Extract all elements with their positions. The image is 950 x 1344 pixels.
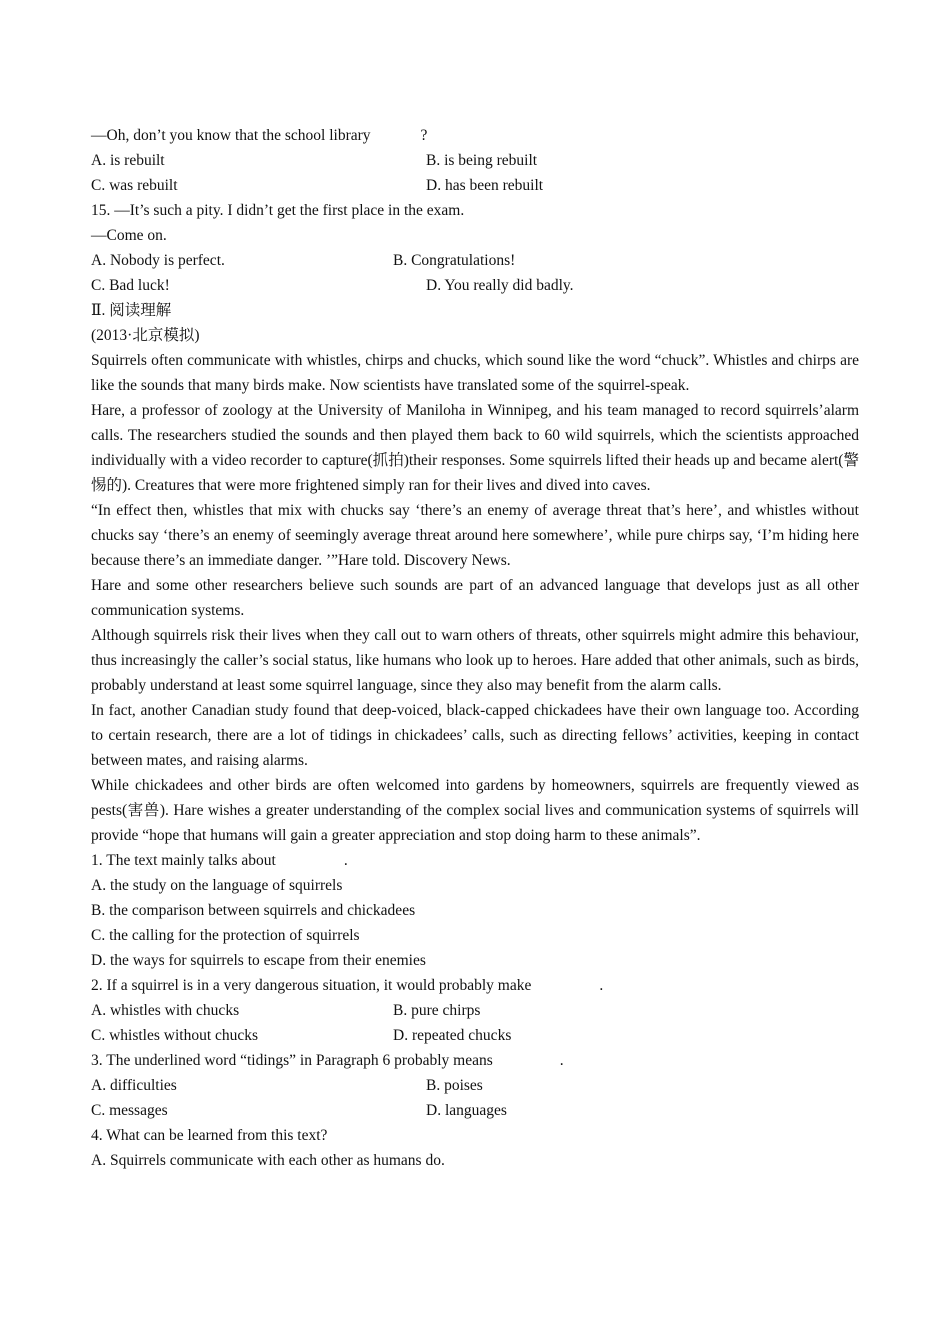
- q14-option-d: D. has been rebuilt: [426, 177, 544, 194]
- q15-option-b: B. Congratulations!: [393, 252, 516, 269]
- rq1-option-a: A. the study on the language of squirrels: [91, 877, 343, 894]
- q14-option-b: B. is being rebuilt: [426, 152, 538, 169]
- rq2-option-c: C. whistles without chucks: [91, 1027, 259, 1044]
- q15-option-d: D. You really did badly.: [426, 277, 574, 294]
- rq3-option-a: A. difficulties: [91, 1077, 177, 1094]
- q14-options-row-2: [91, 173, 859, 198]
- q15-reply: —Come on.: [91, 227, 167, 244]
- rq2-option-b: B. pure chirps: [393, 1002, 481, 1019]
- q14-option-a: A. is rebuilt: [91, 152, 165, 169]
- passage-paragraph-1: Squirrels often communicate with whistles, chirps and chucks, which sound like the word “chuck”. Whistles and chirps are like the sounds that many birds make. Now scientists have translated some of the squirrel-speak.: [91, 352, 859, 394]
- q15-stem: 15. —It’s such a pity. I didn’t get the first place in the exam.: [91, 202, 465, 219]
- passage-paragraph-7: While chickadees and other birds are often welcomed into gardens by homeowners, squirrels are frequently viewed as pests(害兽). Hare wishes a greater understanding of the complex social lives and communication systems of squirrels will provide “hope that humans will gain a greater appreciation and stop doing harm to these animals”.: [91, 777, 859, 844]
- rq1-option-c: C. the calling for the protection of squirrels: [91, 927, 360, 944]
- rq3-options-row-2: [91, 1098, 859, 1123]
- passage-paragraph-6: In fact, another Canadian study found that deep-voiced, black-capped chickadees have their own language too. According to certain research, there are a lot of tidings in chickadees’ calls, such as directing fellows’ activities, keeping in contact between mates, and raising alarms.: [91, 702, 859, 769]
- rq1-option-b: B. the comparison between squirrels and chickadees: [91, 902, 416, 919]
- q14-stem: —Oh, don’t you know that the school library ?: [91, 127, 428, 144]
- q14-option-c: C. was rebuilt: [91, 177, 178, 194]
- rq4-stem: 4. What can be learned from this text?: [91, 1127, 328, 1144]
- rq2-option-a: A. whistles with chucks: [91, 1002, 240, 1019]
- rq2-option-d: D. repeated chucks: [393, 1027, 512, 1044]
- rq4-option-a: A. Squirrels communicate with each other as humans do.: [91, 1152, 445, 1169]
- passage-paragraph-5: Although squirrels risk their lives when they call out to warn others of threats, other squirrels might admire this behaviour, thus increasingly the caller’s social status, like humans who look up to heroes. Hare added that other animals, such as birds, probably understand at least some squirrel language, since they also may benefit from the alarm calls.: [91, 627, 859, 694]
- rq1-option-d: D. the ways for squirrels to escape from their enemies: [91, 952, 426, 969]
- rq3-options-row-1: [91, 1073, 859, 1098]
- rq2-options-row-2: [91, 1023, 859, 1048]
- passage-source: (2013·北京模拟): [91, 327, 200, 344]
- rq3-option-b: B. poises: [426, 1077, 483, 1094]
- passage-paragraph-2: Hare, a professor of zoology at the University of Maniloha in Winnipeg, and his team managed to record squirrels’alarm calls. The researchers studied the sounds and then played them back to 60 wild squirrels, which the scientists approached individually with a video recorder to capture(抓拍)their responses. Some squirrels lifted their heads up and became alert(警惕的). Creatures that were more frightened simply ran for their lives and dived into caves.: [91, 402, 859, 494]
- q15-option-c: C. Bad luck!: [91, 277, 170, 294]
- section-heading: Ⅱ. 阅读理解: [91, 302, 172, 319]
- q15-options-row-1: [91, 248, 859, 273]
- q14-options-row-1: [91, 148, 859, 173]
- rq1-stem: 1. The text mainly talks about .: [91, 852, 348, 869]
- rq3-option-d: D. languages: [426, 1102, 507, 1119]
- q15-option-a: A. Nobody is perfect.: [91, 252, 225, 269]
- rq3-option-c: C. messages: [91, 1102, 168, 1119]
- passage-paragraph-3: “In effect then, whistles that mix with chucks say ‘there’s an enemy of average threat that’s here’, and whistles without chucks say ‘there’s an enemy of seemingly average threat around here somewhere’, while pure chirps say, ‘I’m hiding here because there’s an immediate danger. ’”Hare told. Discovery News.: [91, 502, 859, 569]
- rq3-stem: 3. The underlined word “tidings” in Paragraph 6 probably means .: [91, 1052, 564, 1069]
- q15-options-row-2: [91, 273, 859, 298]
- rq2-stem: 2. If a squirrel is in a very dangerous situation, it would probably make .: [91, 977, 604, 994]
- rq2-options-row-1: [91, 998, 859, 1023]
- exam-page: [91, 123, 859, 1173]
- passage-paragraph-4: Hare and some other researchers believe such sounds are part of an advanced language that develops just as all other communication systems.: [91, 577, 859, 619]
